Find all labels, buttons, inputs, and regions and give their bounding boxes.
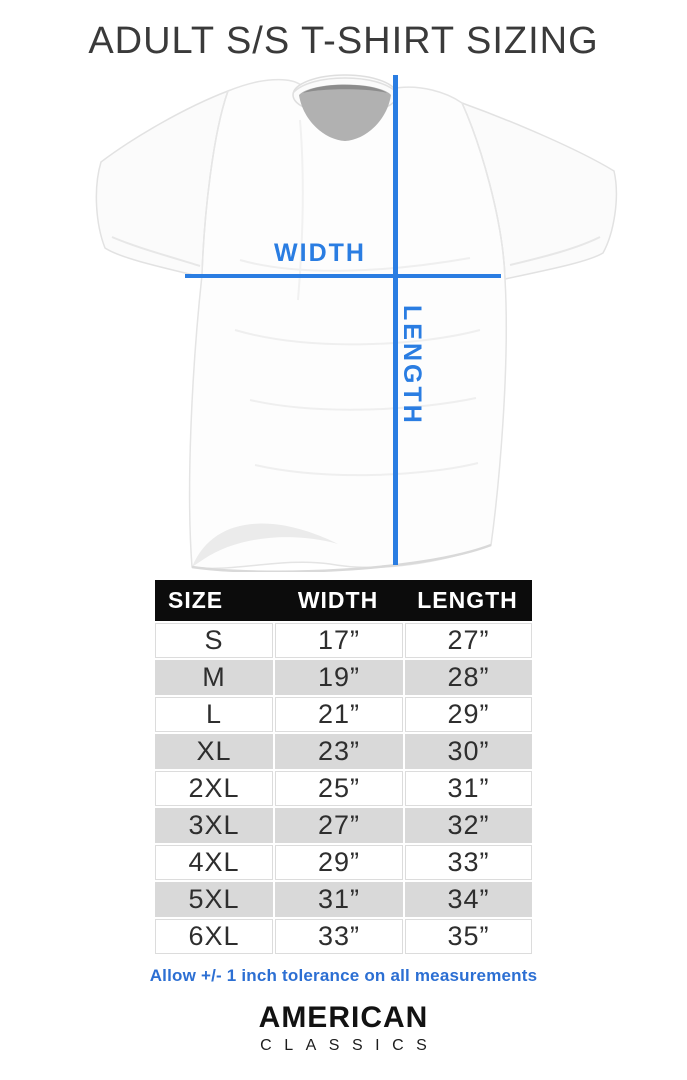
column-header-length: LENGTH [403,580,532,621]
table-row [155,769,532,806]
length-cell: 29” [403,695,532,732]
table-row [155,621,532,658]
table-header-row [155,580,532,621]
page-title: ADULT S/S T-SHIRT SIZING [88,20,599,62]
width-cell: 27” [273,806,403,843]
size-cell: 5XL [155,880,273,917]
width-cell: 23” [273,732,403,769]
size-chart-table [155,580,532,954]
size-cell: S [155,621,273,658]
size-cell: 6XL [155,917,273,954]
table-row [155,917,532,954]
size-cell: M [155,658,273,695]
length-cell: 27” [403,621,532,658]
brand-subname: CLASSICS [260,1036,440,1054]
size-cell: L [155,695,273,732]
table-row [155,880,532,917]
width-cell: 19” [273,658,403,695]
brand-logo [0,1000,687,1054]
size-cell: 4XL [155,843,273,880]
size-cell: 3XL [155,806,273,843]
length-cell: 35” [403,917,532,954]
table-row [155,695,532,732]
length-cell: 31” [403,769,532,806]
column-header-size: SIZE [155,580,273,621]
column-header-width: WIDTH [273,580,403,621]
width-cell: 21” [273,695,403,732]
size-cell: 2XL [155,769,273,806]
width-cell: 29” [273,843,403,880]
table-row [155,732,532,769]
table-row [155,658,532,695]
tshirt-photo [0,67,687,572]
table-row [155,843,532,880]
table-row [155,806,532,843]
size-cell: XL [155,732,273,769]
length-cell: 33” [403,843,532,880]
width-measure-line [185,274,501,278]
width-cell: 25” [273,769,403,806]
brand-name: AMERICAN [258,1000,429,1034]
width-cell: 31” [273,880,403,917]
tshirt-measurement-diagram [0,67,687,572]
length-cell: 34” [403,880,532,917]
length-cell: 28” [403,658,532,695]
length-cell: 30” [403,732,532,769]
width-cell: 17” [273,621,403,658]
width-cell: 33” [273,917,403,954]
width-label: WIDTH [274,238,366,267]
tolerance-note: Allow +/- 1 inch tolerance on all measurements [149,965,538,985]
length-cell: 32” [403,806,532,843]
length-label: LENGTH [398,304,426,426]
